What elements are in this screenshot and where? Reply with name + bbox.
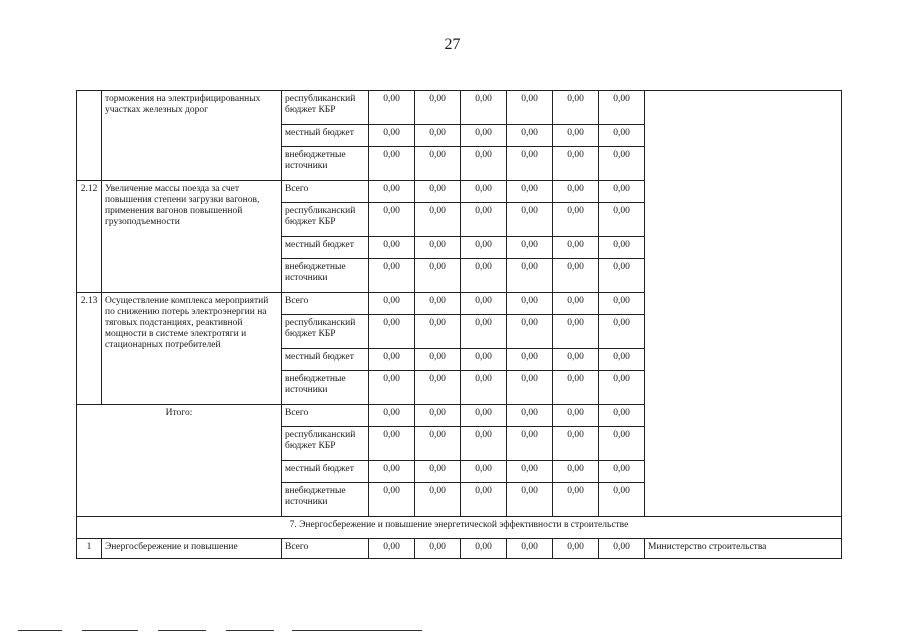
value-cell: 0,00 — [369, 371, 415, 405]
value-cell: 0,00 — [461, 259, 507, 293]
value-cell: 0,00 — [553, 461, 599, 483]
section-row — [77, 517, 842, 539]
value-cell: 0,00 — [415, 293, 461, 315]
value-cell: 0,00 — [369, 483, 415, 517]
value-cell: 0,00 — [369, 349, 415, 371]
row-number: 1 — [77, 539, 102, 559]
value-cell: 0,00 — [461, 539, 507, 559]
value-cell: 0,00 — [553, 181, 599, 203]
value-cell: 0,00 — [415, 427, 461, 461]
funding-source: республиканский бюджет КБР — [282, 91, 369, 125]
funding-source: республиканский бюджет КБР — [282, 315, 369, 349]
value-cell: 0,00 — [553, 371, 599, 405]
value-cell: 0,00 — [553, 427, 599, 461]
row-number: 2.13 — [77, 293, 102, 405]
value-cell: 0,00 — [507, 371, 553, 405]
value-cell: 0,00 — [369, 461, 415, 483]
funding-source: местный бюджет — [282, 349, 369, 371]
value-cell: 0,00 — [461, 371, 507, 405]
value-cell: 0,00 — [415, 147, 461, 181]
value-cell: 0,00 — [599, 427, 645, 461]
value-cell: 0,00 — [369, 147, 415, 181]
value-cell: 0,00 — [461, 293, 507, 315]
value-cell: 0,00 — [415, 91, 461, 125]
value-cell: 0,00 — [553, 147, 599, 181]
value-cell: 0,00 — [461, 427, 507, 461]
table-body — [77, 91, 842, 559]
funding-source: местный бюджет — [282, 237, 369, 259]
responsible-ministry: Министерство строительства — [645, 539, 842, 559]
value-cell: 0,00 — [599, 259, 645, 293]
value-cell: 0,00 — [369, 181, 415, 203]
value-cell: 0,00 — [415, 315, 461, 349]
value-cell: 0,00 — [369, 91, 415, 125]
row-number: 2.12 — [77, 181, 102, 293]
value-cell: 0,00 — [461, 237, 507, 259]
funding-source: республиканский бюджет КБР — [282, 427, 369, 461]
value-cell: 0,00 — [507, 427, 553, 461]
funding-source: Всего — [282, 293, 369, 315]
value-cell: 0,00 — [553, 91, 599, 125]
value-cell: 0,00 — [415, 461, 461, 483]
funding-source: местный бюджет — [282, 125, 369, 147]
value-cell: 0,00 — [461, 203, 507, 237]
value-cell: 0,00 — [461, 315, 507, 349]
value-cell: 0,00 — [507, 181, 553, 203]
value-cell: 0,00 — [507, 483, 553, 517]
activity-name: Энергосбережение и повышение — [102, 539, 282, 559]
total-label: Итого: — [77, 405, 282, 517]
value-cell: 0,00 — [507, 91, 553, 125]
value-cell: 0,00 — [599, 483, 645, 517]
value-cell: 0,00 — [553, 315, 599, 349]
value-cell: 0,00 — [507, 405, 553, 427]
value-cell: 0,00 — [415, 349, 461, 371]
value-cell: 0,00 — [415, 203, 461, 237]
value-cell: 0,00 — [553, 539, 599, 559]
value-cell: 0,00 — [599, 293, 645, 315]
funding-source: республиканский бюджет КБР — [282, 203, 369, 237]
funding-source: Всего — [282, 181, 369, 203]
value-cell: 0,00 — [507, 147, 553, 181]
row-number — [77, 91, 102, 181]
value-cell: 0,00 — [507, 315, 553, 349]
value-cell: 0,00 — [599, 181, 645, 203]
value-cell: 0,00 — [599, 539, 645, 559]
value-cell: 0,00 — [599, 405, 645, 427]
value-cell: 0,00 — [507, 461, 553, 483]
value-cell: 0,00 — [415, 181, 461, 203]
activity-name: Увеличение массы поезда за счет повышения степени загрузки вагонов, применения вагонов повышенной грузоподъемности — [102, 181, 282, 293]
page-number: 27 — [444, 36, 461, 53]
activity-name: Осуществление комплекса мероприятий по снижению потерь электроэнергии на тяговых подстанциях, реактивной мощности в системе электротяги и стационарных потребителей — [102, 293, 282, 405]
funding-source: внебюджетные источники — [282, 371, 369, 405]
value-cell: 0,00 — [369, 259, 415, 293]
value-cell: 0,00 — [553, 237, 599, 259]
value-cell: 0,00 — [553, 203, 599, 237]
funding-source: внебюджетные источники — [282, 483, 369, 517]
value-cell: 0,00 — [599, 125, 645, 147]
value-cell: 0,00 — [415, 125, 461, 147]
value-cell: 0,00 — [553, 405, 599, 427]
value-cell: 0,00 — [369, 539, 415, 559]
value-cell: 0,00 — [507, 203, 553, 237]
value-cell: 0,00 — [553, 349, 599, 371]
value-cell: 0,00 — [415, 259, 461, 293]
value-cell: 0,00 — [461, 181, 507, 203]
value-cell: 0,00 — [461, 147, 507, 181]
value-cell: 0,00 — [415, 539, 461, 559]
value-cell: 0,00 — [461, 91, 507, 125]
value-cell: 0,00 — [553, 125, 599, 147]
value-cell: 0,00 — [461, 405, 507, 427]
table-row — [77, 91, 842, 125]
value-cell: 0,00 — [369, 427, 415, 461]
value-cell: 0,00 — [461, 125, 507, 147]
value-cell: 0,00 — [461, 483, 507, 517]
value-cell: 0,00 — [415, 483, 461, 517]
value-cell: 0,00 — [599, 349, 645, 371]
section-title: 7. Энергосбережение и повышение энергетической эффективности в строительстве — [77, 517, 842, 539]
value-cell: 0,00 — [599, 237, 645, 259]
funding-source: Всего — [282, 405, 369, 427]
value-cell: 0,00 — [369, 315, 415, 349]
footer-rule-lines — [0, 630, 905, 634]
value-cell: 0,00 — [369, 237, 415, 259]
value-cell: 0,00 — [369, 125, 415, 147]
value-cell: 0,00 — [553, 293, 599, 315]
value-cell: 0,00 — [461, 461, 507, 483]
value-cell: 0,00 — [507, 125, 553, 147]
funding-source: местный бюджет — [282, 461, 369, 483]
value-cell: 0,00 — [553, 259, 599, 293]
value-cell: 0,00 — [553, 483, 599, 517]
value-cell: 0,00 — [507, 293, 553, 315]
responsible-cell — [645, 91, 842, 517]
funding-source: внебюджетные источники — [282, 259, 369, 293]
value-cell: 0,00 — [507, 237, 553, 259]
value-cell: 0,00 — [599, 315, 645, 349]
value-cell: 0,00 — [369, 405, 415, 427]
value-cell: 0,00 — [507, 539, 553, 559]
value-cell: 0,00 — [599, 203, 645, 237]
table-row — [77, 539, 842, 559]
value-cell: 0,00 — [507, 349, 553, 371]
funding-source: внебюджетные источники — [282, 147, 369, 181]
activity-name: торможения на электрифицированных участках железных дорог — [102, 91, 282, 181]
budget-table — [76, 90, 842, 559]
value-cell: 0,00 — [599, 371, 645, 405]
value-cell: 0,00 — [369, 203, 415, 237]
funding-source: Всего — [282, 539, 369, 559]
value-cell: 0,00 — [369, 293, 415, 315]
value-cell: 0,00 — [415, 371, 461, 405]
value-cell: 0,00 — [415, 237, 461, 259]
value-cell: 0,00 — [415, 405, 461, 427]
value-cell: 0,00 — [599, 461, 645, 483]
value-cell: 0,00 — [461, 349, 507, 371]
value-cell: 0,00 — [599, 147, 645, 181]
value-cell: 0,00 — [599, 91, 645, 125]
value-cell: 0,00 — [507, 259, 553, 293]
